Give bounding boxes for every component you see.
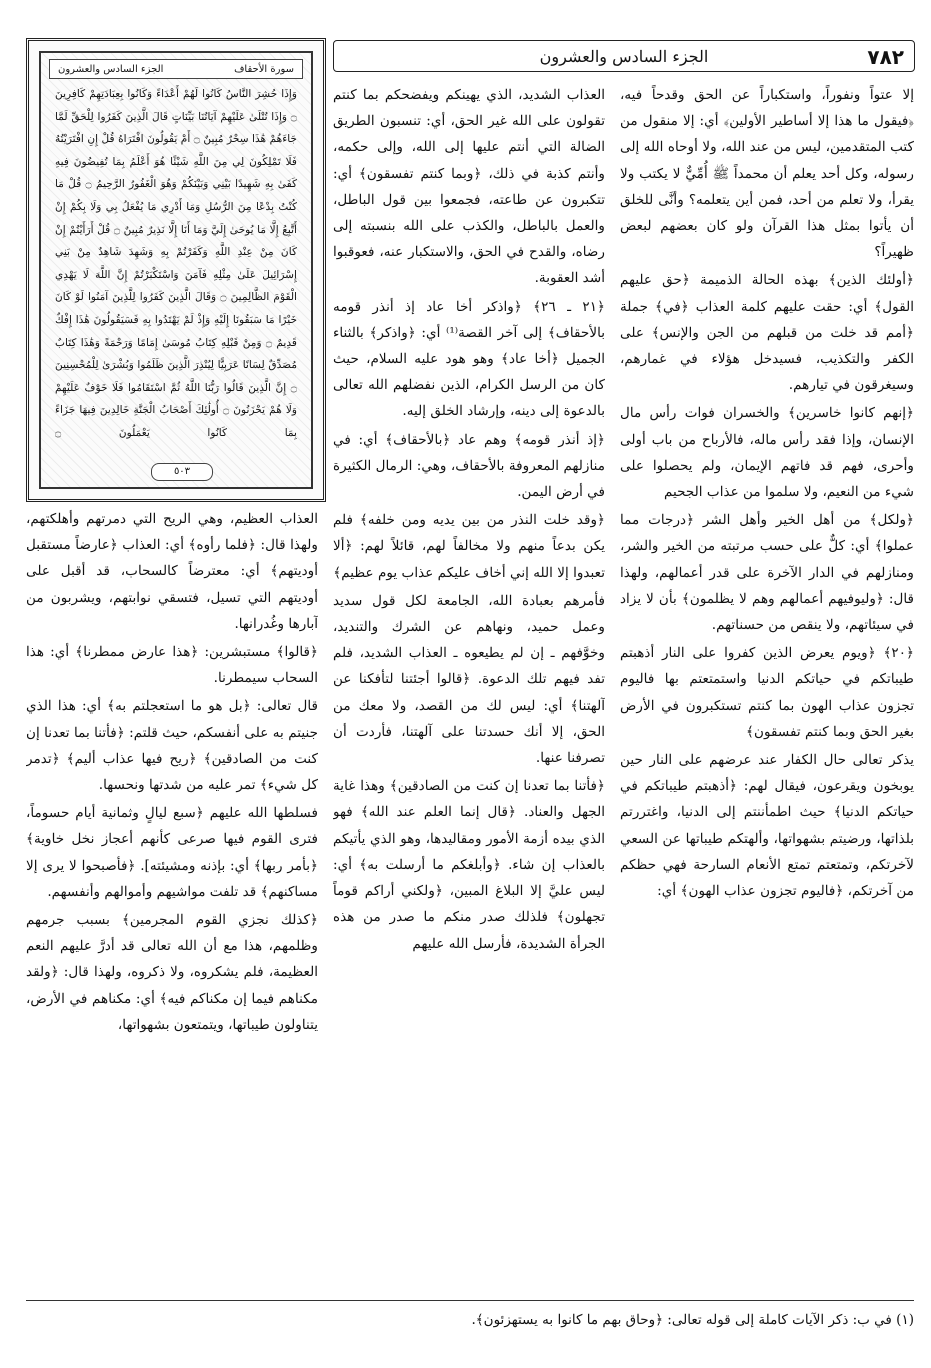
paragraph: فسلطها الله عليهم ﴿سبع ليالٍ وثمانية أيام حسوماً، فترى القوم فيها صرعى كأنهم أعجاز نخل خاوية﴾ ﴿بأمر ربها﴾ أي: بإذنه ومشيئته]. ﴿فأصبحوا لا يرى إلا مساكنهم﴾ قد تلفت مواشيهم وأموالهم وأنفسهم.	[26, 805, 318, 900]
quran-panel-header	[49, 59, 303, 79]
paragraph: ﴿إنهم كانوا خاسرين﴾ والخسران فوات رأس مال الإنسان، وإذا فقد رأس ماله، فالأرباح من باب أولى وأحرى، فهم قد فاتهم الإيمان، ولم يحصلوا على شيء من النعيم، ولا سلموا من عذاب الجحيم	[620, 405, 914, 501]
page-header	[333, 40, 915, 72]
paragraph: ﴿وقد خلت النذر من بين يديه ومن خلفه﴾ فلم يكن بدعاً منهم ولا مخالفاً لهم، قائلاً لهم: ﴿ألا تعبدوا إلا الله إني أخاف عليكم عذاب يوم عظيم﴾	[333, 512, 605, 581]
paragraph: العذاب الشديد، الذي يهينكم ويفضحكم بما كنتم تقولون على الله غير الحق، أي: تنسبون الطريق الضالة التي أنتم عليها إلى الله، وإلى حكمه، وأنتم كذبة في ذلك، ﴿وبما كنتم تفسقون﴾ أي: تتكبرون عن طاعته، فجمعوا بين قول الباطل، والعمل بالباطل، والكذب على الله بنسبته إلى رضاه، والقدح في الحق، والاستكبار عنه، فعوقبوا أشد العقوبة.	[333, 87, 605, 287]
paragraph: ﴿٢٠﴾ ﴿ويوم يعرض الذين كفروا على النار أذهبتم طيباتكم في حياتكم الدنيا واستمتعتم بها فاليوم تجزون عذاب الهون بما كنتم تستكبرون في الأرض بغير الحق وبما كنتم تفسقون﴾	[620, 645, 914, 740]
text-column-right	[620, 82, 914, 1240]
quran-page-number: ٥٠٣	[151, 463, 213, 481]
paragraph: ﴿ولكل﴾ من أهل الخير وأهل الشر ﴿درجات مما عملوا﴾ أي: كلٌّ على حسب مرتبته من الخير والشر، ومنازلهم في الدار الآخرة على قدر أعمالهم، ولهذا قال: ﴿وليوفيهم أعمالهم وهم لا يظلمون﴾ بأن لا يزاد في سيئاتهم، ولا ينقص من حسناتهم.	[620, 512, 914, 634]
quran-surah-label: سورة الأحقاف	[234, 63, 294, 75]
text-column-middle	[333, 82, 605, 1240]
footnote-divider	[26, 1300, 914, 1301]
paragraph: ﴿إذ أنذر قومه﴾ وهم عاد ﴿بالأحقاف﴾ أي: في منازلهم المعروفة بالأحقاف، وهي: الرمال الكثيرة في أرض اليمن.	[333, 431, 605, 501]
paragraph: فأمرهم بعبادة الله، الجامعة لكل قول سديد وعمل حميد، ونهاهم عن الشرك والتنديد، وخوَّفهم ـ إن لم يطيعوه ـ العذاب الشديد، فلم تفد فيهم تلك الدعوة. ﴿قالوا أجئتنا لتأفكنا عن آلهتنا﴾ أي: ليس لك من القصد، ولا معك من الحق، إلا أنك حسدتنا على آلهتنا، فأردت أن تصرفنا عنها.	[333, 592, 605, 767]
text-column-left	[26, 506, 318, 1242]
paragraph: العذاب العظيم، وهي الريح التي دمرتهم وأهلكتهم، ولهذا قال: ﴿فلما رأوه﴾ أي: العذاب ﴿عارضاً مستقبل أوديتهم﴾ أي: معترضاً كالسحاب، قد أقبل على أوديتهم التي تسيل، فتسقي نوابتهم، ويشربون من آبارها وغُدرانها.	[26, 511, 318, 632]
quran-ornament-frame	[39, 51, 313, 489]
paragraph: ﴿أولئك الذين﴾ بهذه الحالة الذميمة ﴿حق عليهم القول﴾ أي: حقت عليهم كلمة العذاب ﴿في﴾ جملة ﴿أمم قد خلت من قبلهم من الجن والإنس﴾ على الكفر والتكذيب، فسيدخل هؤلاء في غمارهم، وسيغرقون في تيارهم.	[620, 272, 914, 394]
paragraph: يذكر تعالى حال الكفار عند عرضهم على النار حين يوبخون ويقرعون، فيقال لهم: ﴿أذهبتم طيباتكم في حياتكم الدنيا﴾ حيث اطمأننتم إلى الدنيا، واغتررتم بلذاتها، ورضيتم بشهواتها، وألهتكم طيباتها عن السعي لآخرتكم، وتمتعتم تمتع الأنعام السارحة فهي حظكم من آخرتكم، ﴿فاليوم تجزون عذاب الهون﴾ أي:	[620, 752, 914, 900]
part-title: الجزء السادس والعشرون	[539, 47, 709, 66]
quran-juz-label: الجزء السادس والعشرون	[58, 63, 164, 75]
page-number: ٧٨٢	[867, 45, 904, 69]
paragraph: ﴿فأتنا بما تعدنا إن كنت من الصادقين﴾ وهذا غاية الجهل والعناد. ﴿قال إنما العلم عند الله﴾ فهو الذي بيده أزمة الأمور ومقاليدها، وهو الذي يأتيكم بالعذاب إن شاء. ﴿وأبلغكم ما أرسلت به﴾ أي: ليس عليَّ إلا البلاغ المبين، ﴿ولكني أراكم قوماً تجهلون﴾ فلذلك صدر منكم ما صدر من هذه الجرأة الشديدة، فأرسل الله عليهم	[333, 778, 605, 952]
paragraph: إلا عتواً ونفوراً، واستكباراً عن الحق وقدحاً فيه، ﴿فيقول ما هذا إلا أساطير الأولين﴾ أي: إلا منقول من كتب المتقدمين، ليس من عند الله، ولا أوحاه الله إلى رسوله، وكل أحد يعلم أن محمداً ﷺ أُمِّيٌّ لا يكتب ولا يقرأ، ولا تعلم من أحد، فمن أين يتعلمه؟ وأنَّى للخلق أن يأتوا بمثل هذا القرآن ولو كان بعضهم لبعض ظهيراً؟	[620, 87, 914, 261]
quran-page-panel	[26, 38, 326, 502]
footnote: (١) في ب: ذكر الآيات كاملة إلى قوله تعالى: ﴿وحاق بهم ما كانوا به يستهزئون﴾.	[471, 1312, 914, 1328]
quran-verses: وَإِذَا حُشِرَ النَّاسُ كَانُوا لَهُمْ أَعْدَاءً وَكَانُوا بِعِبَادَتِهِمْ كَافِرِينَ ۝ وَإِذَا تُتْلَىٰ عَلَيْهِمْ آيَاتُنَا بَيِّنَاتٍ قَالَ الَّذِينَ كَفَرُوا لِلْحَقِّ لَمَّا جَاءَهُمْ هَٰذَا سِحْرٌ مُبِينٌ ۝ أَمْ يَقُولُونَ افْتَرَاهُ قُلْ إِنِ افْتَرَيْتُهُ فَلَا تَمْلِكُونَ لِي مِنَ اللَّهِ شَيْئًا هُوَ أَعْلَمُ بِمَا تُفِيضُونَ فِيهِ كَفَىٰ بِهِ شَهِيدًا بَيْنِي وَبَيْنَكُمْ وَهُوَ الْغَفُورُ الرَّحِيمُ ۝ قُلْ مَا كُنْتُ بِدْعًا مِنَ الرُّسُلِ وَمَا أَدْرِي مَا يُفْعَلُ بِي وَلَا بِكُمْ إِنْ أَتَّبِعُ إِلَّا مَا يُوحَىٰ إِلَيَّ وَمَا أَنَا إِلَّا نَذِيرٌ مُبِينٌ ۝ قُلْ أَرَأَيْتُمْ إِنْ كَانَ مِنْ عِنْدِ اللَّهِ وَكَفَرْتُمْ بِهِ وَشَهِدَ شَاهِدٌ مِنْ بَنِي إِسْرَائِيلَ عَلَىٰ مِثْلِهِ فَآمَنَ وَاسْتَكْبَرْتُمْ إِنَّ اللَّهَ لَا يَهْدِي الْقَوْمَ الظَّالِمِينَ ۝ وَقَالَ الَّذِينَ كَفَرُوا لِلَّذِينَ آمَنُوا لَوْ كَانَ خَيْرًا مَا سَبَقُونَا إِلَيْهِ وَإِذْ لَمْ يَهْتَدُوا بِهِ فَسَيَقُولُونَ هَٰذَا إِفْكٌ قَدِيمٌ ۝ وَمِنْ قَبْلِهِ كِتَابُ مُوسَىٰ إِمَامًا وَرَحْمَةً وَهَٰذَا كِتَابٌ مُصَدِّقٌ لِسَانًا عَرَبِيًّا لِيُنْذِرَ الَّذِينَ ظَلَمُوا وَبُشْرَىٰ لِلْمُحْسِنِينَ ۝ إِنَّ الَّذِينَ قَالُوا رَبُّنَا اللَّهُ ثُمَّ اسْتَقَامُوا فَلَا خَوْفٌ عَلَيْهِمْ وَلَا هُمْ يَحْزَنُونَ ۝ أُولَٰئِكَ أَصْحَابُ الْجَنَّةِ خَالِدِينَ فِيهَا جَزَاءً بِمَا كَانُوا يَعْمَلُونَ ۝	[55, 88, 297, 439]
paragraph: ﴿كذلك نجزي القوم المجرمين﴾ بسبب جرمهم وظلمهم، هذا مع أن الله تعالى قد أدرَّ عليهم النعم العظيمة، فلم يشكروه، ولا ذكروه، ولهذا قال: ﴿ولقد مكناهم فيما إن مكناكم فيه﴾ أي: مكناهم في الأرض، يتناولون طيباتها، ويتمتعون بشهواتها،	[26, 912, 318, 1033]
paragraph: ﴿٢١ ـ ٢٦﴾ ﴿واذكر أخا عاد إذ أنذر قومه بالأحقاف﴾ إلى آخر القصة⁽¹⁾ أي: ﴿واذكر﴾ بالثناء الجميل ﴿أخا عاد﴾ وهو هود عليه السلام، حيث كان من الرسل الكرام، الذين نفضلهم الله تعالى بالدعوة إلى دينه، وإرشاد الخلق إليه.	[333, 298, 605, 420]
paragraph: قال تعالى: ﴿بل هو ما استعجلتم به﴾ أي: هذا الذي جنيتم به على أنفسكم، حيث قلتم: ﴿فأتنا بما تعدنا إن كنت من الصادقين﴾ ﴿ريح فيها عذاب أليم﴾ ﴿تدمر كل شيء﴾ تمر عليه من شدتها ونحسها.	[26, 698, 318, 794]
paragraph: ﴿قالوا﴾ مستبشرين: ﴿هذا عارض ممطرنا﴾ أي: هذا السحاب سيمطرنا.	[26, 644, 318, 687]
